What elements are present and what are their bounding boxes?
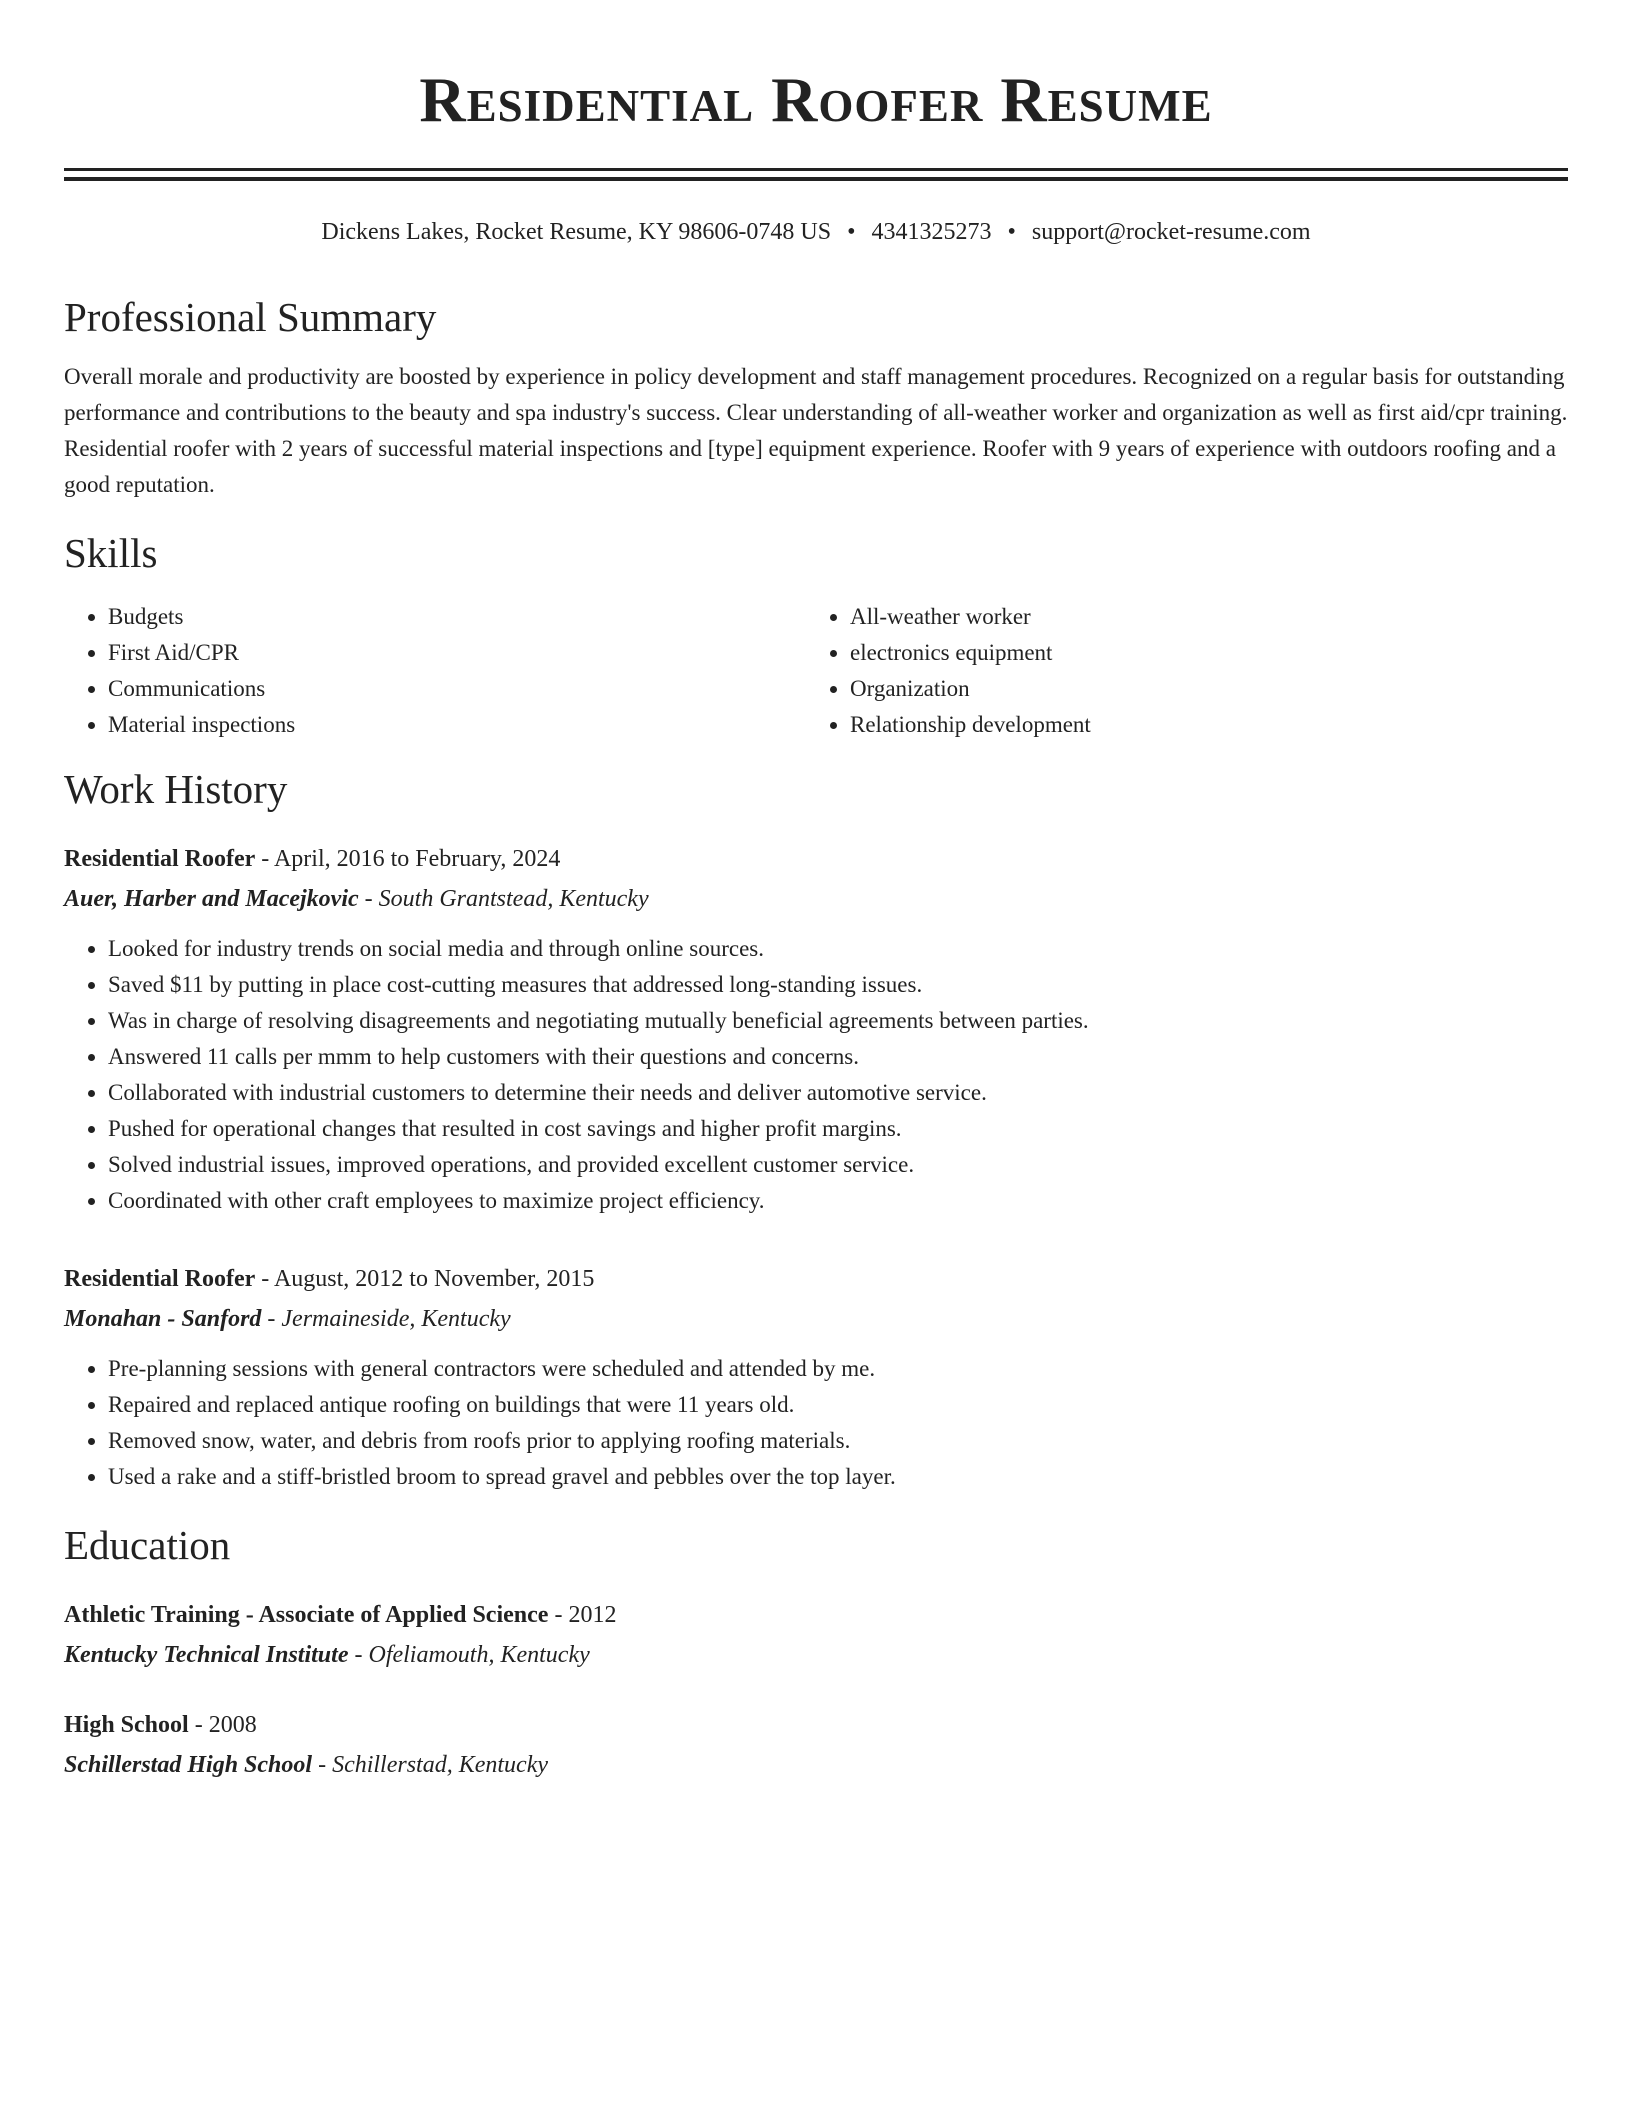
job-bullet: • Answered 11 calls per mmm to help customers with their questions and concerns. (108, 1039, 1568, 1075)
education-degree-line: Athletic Training - Associate of Applied Science - 2012 (64, 1602, 617, 1628)
skill-item: • Organization (850, 671, 1568, 707)
job-title-line: Residential Roofer - April, 2016 to February, 2024 (64, 846, 561, 872)
contact-email: support@rocket-resume.com (1031, 219, 1311, 245)
job-company-line: Auer, Harber and Macejkovic - South Grantstead, Kentucky (64, 886, 649, 912)
skill-item: • All-weather worker (850, 599, 1568, 635)
job-bullet: • Repaired and replaced antique roofing on buildings that were 11 years old. (108, 1387, 1568, 1423)
contact-separator: • (1007, 219, 1016, 245)
job-location: Jermaineside, Kentucky (281, 1306, 511, 1332)
skill-item: • Communications (108, 671, 806, 707)
skills-column-left (64, 599, 806, 743)
education-degree: High School (64, 1712, 189, 1738)
education-location: Ofeliamouth, Kentucky (368, 1642, 590, 1668)
contact-line (64, 217, 1568, 247)
job-bullet: • Looked for industry trends on social media and through online sources. (108, 931, 1568, 967)
contact-phone: 4341325273 (871, 219, 992, 245)
education-year: 2012 (568, 1602, 617, 1628)
job-title-line: Residential Roofer - August, 2012 to November, 2015 (64, 1266, 595, 1292)
job-dates: August, 2012 to November, 2015 (273, 1266, 595, 1292)
job-bullet: • Was in charge of resolving disagreements and negotiating mutually beneficial agreements between parties. (108, 1003, 1568, 1039)
skills-column-right (806, 599, 1568, 743)
job-entry (64, 1259, 1568, 1495)
education-year: 2008 (208, 1712, 257, 1738)
job-bullet: • Coordinated with other craft employees to maximize project efficiency. (108, 1183, 1568, 1219)
education-school-line: Schillerstad High School - Schillerstad, Kentucky (64, 1752, 549, 1778)
job-company: Monahan - Sanford (64, 1306, 262, 1332)
job-bullet: • Collaborated with industrial customers to determine their needs and deliver automotive service. (108, 1075, 1568, 1111)
job-dates: April, 2016 to February, 2024 (273, 846, 561, 872)
job-title: Residential Roofer (64, 1266, 256, 1292)
title-divider-bottom (64, 177, 1568, 181)
contact-separator: • (847, 219, 856, 245)
job-bullet: • Saved $11 by putting in place cost-cutting measures that addressed long-standing issues. (108, 967, 1568, 1003)
education-degree: Athletic Training - Associate of Applied Science (64, 1602, 549, 1628)
job-bullet: • Used a rake and a stiff-bristled broom to spread gravel and pebbles over the top layer. (108, 1459, 1568, 1495)
job-title: Residential Roofer (64, 846, 256, 872)
job-bullets (64, 931, 1568, 1219)
job-entry (64, 839, 1568, 1219)
education-school-line: Kentucky Technical Institute - Ofeliamouth, Kentucky (64, 1642, 590, 1668)
summary-text: Overall morale and productivity are boosted by experience in policy development and staff management procedures. Recognized on a regular basis for outstanding performance and contributions to the beauty and spa industry's success. Clear understanding of all-weather worker and organization as well as first aid/cpr training. Residential roofer with 2 years of successful material inspections and [type] equipment experience. Roofer with 9 years of experience with outdoors roofing and a good reputation. (64, 364, 1568, 497)
resume-title: Residential Roofer Resume (419, 64, 1213, 135)
job-bullet: • Removed snow, water, and debris from roofs prior to applying roofing materials. (108, 1423, 1568, 1459)
job-bullet: • Pushed for operational changes that resulted in cost savings and higher profit margins. (108, 1111, 1568, 1147)
education-location: Schillerstad, Kentucky (332, 1752, 549, 1778)
education-school: Kentucky Technical Institute (64, 1642, 349, 1668)
skill-item: • Relationship development (850, 707, 1568, 743)
skills-list (64, 599, 1568, 743)
job-bullets (64, 1351, 1568, 1495)
contact-address: Dickens Lakes, Rocket Resume, KY 98606-0748 US (321, 219, 832, 245)
education-entry (64, 1705, 1568, 1785)
job-company-line: Monahan - Sanford - Jermaineside, Kentucky (64, 1306, 511, 1332)
education-degree-line: High School - 2008 (64, 1712, 257, 1738)
job-bullet: • Pre-planning sessions with general contractors were scheduled and attended by me. (108, 1351, 1568, 1387)
job-bullet: • Solved industrial issues, improved operations, and provided excellent customer service. (108, 1147, 1568, 1183)
education-school: Schillerstad High School (64, 1752, 313, 1778)
summary-heading: Professional Summary (64, 294, 437, 340)
title-divider-top (64, 168, 1568, 171)
skills-heading: Skills (64, 530, 158, 576)
skill-item: • Budgets (108, 599, 806, 635)
skill-item: • electronics equipment (850, 635, 1568, 671)
work-history-heading: Work History (64, 766, 288, 812)
job-company: Auer, Harber and Macejkovic (64, 886, 359, 912)
education-entry (64, 1595, 1568, 1675)
job-location: South Grantstead, Kentucky (378, 886, 649, 912)
skill-item: • Material inspections (108, 707, 806, 743)
education-heading: Education (64, 1522, 231, 1568)
skill-item: • First Aid/CPR (108, 635, 806, 671)
